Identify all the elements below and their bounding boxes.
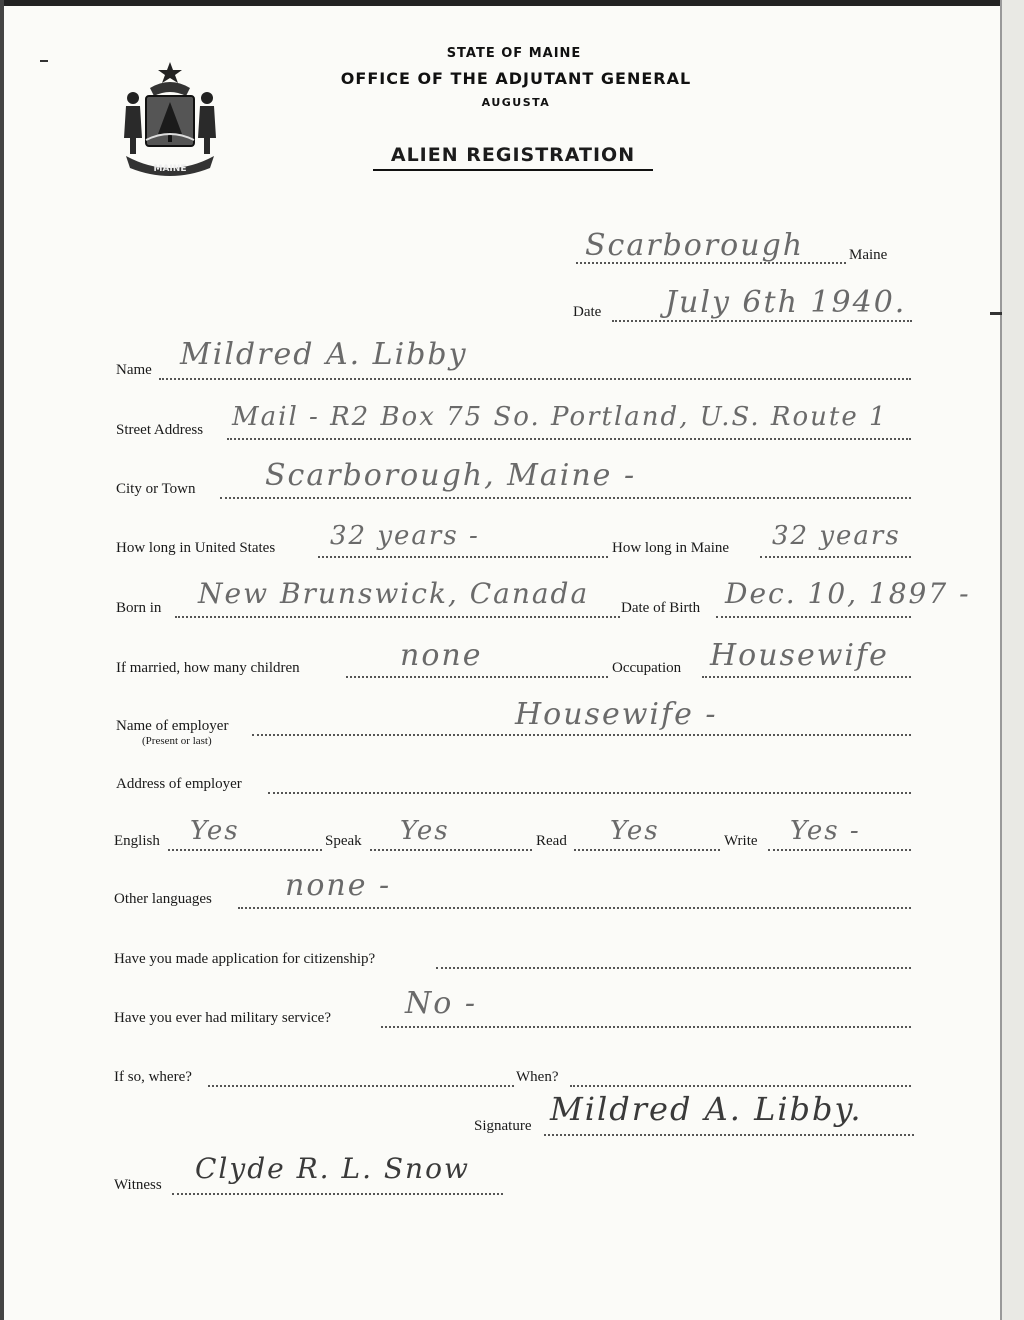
- born-value[interactable]: New Brunswick, Canada: [198, 577, 590, 610]
- scan-speck: [40, 60, 48, 62]
- other-languages-label: Other languages: [114, 891, 212, 907]
- speak-label: Speak: [325, 833, 362, 849]
- street-line: [227, 438, 911, 440]
- where-line: [208, 1085, 514, 1087]
- dob-label: Date of Birth: [621, 600, 701, 616]
- town-value[interactable]: Scarborough: [585, 228, 805, 263]
- children-line: [346, 676, 608, 678]
- name-value[interactable]: Mildred A. Libby: [180, 337, 468, 372]
- born-line: [175, 616, 620, 618]
- city-label: City or Town: [116, 481, 196, 497]
- witness-line: [172, 1193, 503, 1195]
- military-label: Have you ever had military service?: [114, 1010, 331, 1026]
- date-label: Date: [573, 304, 602, 320]
- maine-years-line: [760, 556, 911, 558]
- signature-label: Signature: [474, 1118, 532, 1134]
- english-line: [168, 849, 322, 851]
- write-value[interactable]: Yes -: [790, 816, 861, 846]
- signature-line: [544, 1134, 914, 1136]
- write-label: Write: [724, 833, 758, 849]
- maine-years-value[interactable]: 32 years: [772, 521, 901, 551]
- scan-speck: [990, 312, 1002, 315]
- signature-value[interactable]: Mildred A. Libby.: [550, 1090, 863, 1128]
- form-title: ALIEN REGISTRATION: [373, 144, 653, 171]
- citizenship-label: Have you made application for citizenship?: [114, 951, 376, 967]
- witness-label: Witness: [114, 1177, 162, 1193]
- city-heading: AUGUSTA: [481, 96, 551, 109]
- citizenship-line: [436, 967, 911, 969]
- scan-right-edge: [1000, 0, 1024, 1320]
- when-label: When?: [516, 1069, 559, 1085]
- children-value[interactable]: none: [400, 638, 483, 673]
- date-line: [612, 320, 912, 322]
- office-heading: OFFICE OF THE ADJUTANT GENERAL: [340, 69, 692, 88]
- date-value[interactable]: July 6th 1940.: [665, 285, 907, 320]
- read-value[interactable]: Yes: [610, 816, 660, 846]
- name-label: Name: [116, 362, 152, 378]
- born-label: Born in: [116, 600, 162, 616]
- where-label: If so, where?: [114, 1069, 192, 1085]
- state-label: Maine: [849, 247, 888, 263]
- english-label: English: [114, 833, 160, 849]
- street-value[interactable]: Mail - R2 Box 75 So. Portland, U.S. Route 1: [232, 402, 888, 432]
- us-years-value[interactable]: 32 years -: [330, 521, 480, 551]
- dob-line: [716, 616, 911, 618]
- when-line: [570, 1085, 911, 1087]
- state-heading: STATE OF MAINE: [446, 46, 582, 61]
- english-value[interactable]: Yes: [190, 816, 240, 846]
- write-line: [768, 849, 911, 851]
- employer-value[interactable]: Housewife -: [515, 697, 718, 732]
- read-label: Read: [536, 833, 567, 849]
- children-label: If married, how many children: [116, 660, 300, 676]
- us-years-label: How long in United States: [116, 540, 276, 556]
- occupation-line: [702, 676, 911, 678]
- witness-value[interactable]: Clyde R. L. Snow: [195, 1152, 470, 1185]
- read-line: [574, 849, 720, 851]
- employer-address-line: [268, 792, 911, 794]
- military-line: [381, 1026, 911, 1028]
- employer-address-label: Address of employer: [116, 776, 242, 792]
- occupation-label: Occupation: [612, 660, 682, 676]
- scan-left-edge: [0, 0, 4, 1320]
- name-line: [159, 378, 911, 380]
- dob-value[interactable]: Dec. 10, 1897 -: [725, 577, 971, 610]
- employer-sublabel: (Present or last): [142, 735, 212, 747]
- city-line: [220, 497, 911, 499]
- employer-line: [252, 734, 911, 736]
- speak-line: [370, 849, 532, 851]
- street-label: Street Address: [116, 422, 204, 438]
- speak-value[interactable]: Yes: [400, 816, 450, 846]
- other-languages-line: [238, 907, 911, 909]
- us-years-line: [318, 556, 608, 558]
- maine-years-label: How long in Maine: [612, 540, 730, 556]
- city-value[interactable]: Scarborough, Maine -: [265, 458, 637, 493]
- seal-label: MAINE: [153, 164, 187, 174]
- employer-label: Name of employer: [116, 718, 229, 734]
- military-value[interactable]: No -: [405, 986, 477, 1021]
- other-languages-value[interactable]: none -: [285, 868, 392, 903]
- occupation-value[interactable]: Housewife: [710, 638, 889, 673]
- scan-top-edge: [0, 0, 1024, 6]
